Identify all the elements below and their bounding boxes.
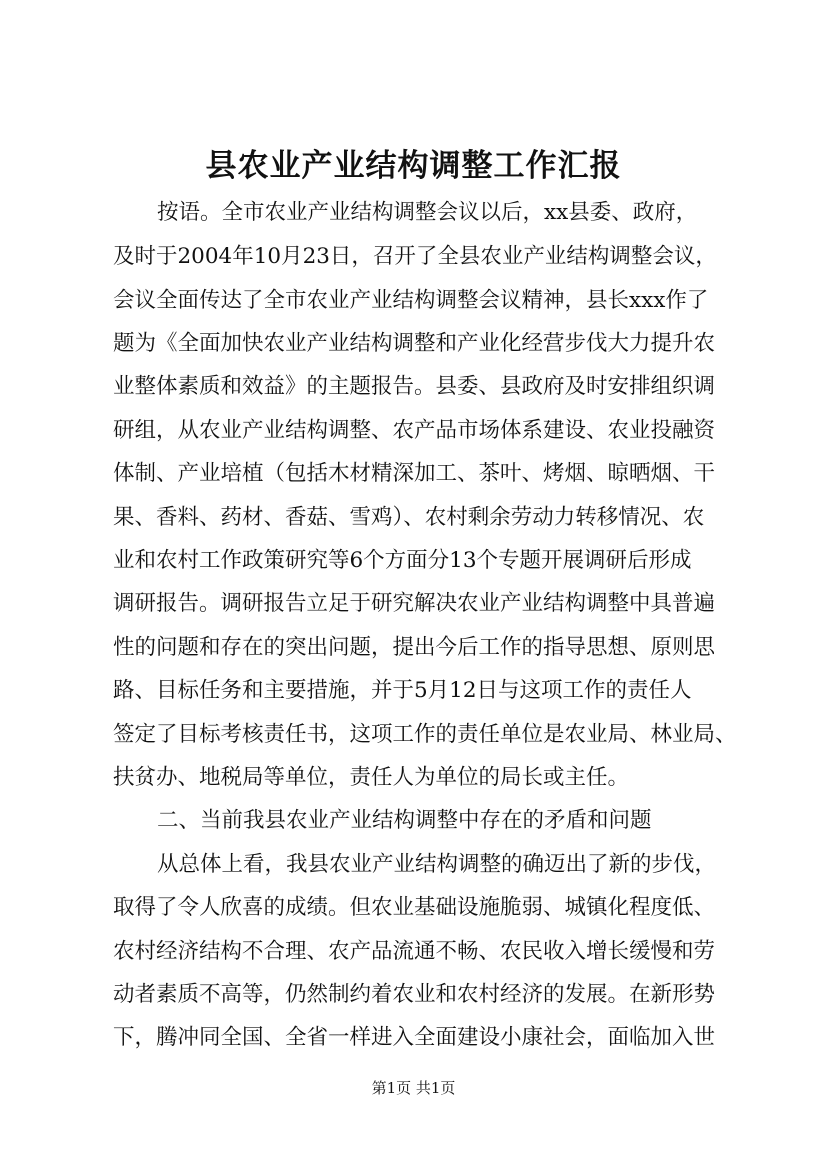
paragraph-line: 扶贫办、地税局等单位，责任人为单位的局长或主任。 — [113, 765, 630, 790]
paragraph-line: 取得了令人欣喜的成绩。但农业基础设施脆弱、城镇化程度低、 — [113, 895, 716, 920]
paragraph-line: 性的问题和存在的突出问题，提出今后工作的指导思想、原则思 — [113, 635, 716, 660]
page-footer: 第1页 共1页 — [371, 1079, 456, 1097]
paragraph-line: 题为《全面加快农业产业结构调整和产业化经营步伐大力提升农 — [113, 331, 716, 356]
paragraph-line: 体制、产业培植（包括木材精深加工、茶叶、烤烟、晾晒烟、干 — [113, 461, 716, 486]
paragraph-line: 及时于2004年10月23日，召开了全县农业产业结构调整会议， — [113, 244, 717, 269]
paragraph-line: 从总体上看，我县农业产业结构调整的确迈出了新的步伐， — [157, 852, 717, 877]
paragraph-line: 研组，从农业产业结构调整、农产品市场体系建设、农业投融资 — [113, 418, 716, 443]
paragraph-line: 按语。全市农业产业结构调整会议以后，xx县委、政府， — [157, 200, 698, 225]
section-heading: 二、当前我县农业产业结构调整中存在的矛盾和问题 — [157, 808, 652, 833]
paragraph-line: 农村经济结构不合理、农产品流通不畅、农民收入增长缓慢和劳 — [113, 939, 716, 964]
paragraph-line: 会议全面传达了全市农业产业结构调整会议精神，县长xxx作了 — [113, 288, 709, 313]
paragraph-line: 路、目标任务和主要措施，并于5月12日与这项工作的责任人 — [113, 678, 692, 703]
paragraph-line: 动者素质不高等，仍然制约着农业和农村经济的发展。在新形势 — [113, 982, 716, 1007]
paragraph-line: 下，腾冲同全国、全省一样进入全面建设小康社会，面临加入世 — [113, 1025, 716, 1050]
document-title: 县农业产业结构调整工作汇报 — [205, 148, 622, 184]
paragraph-line: 业整体素质和效益》的主题报告。县委、县政府及时安排组织调 — [113, 374, 716, 399]
paragraph-line: 签定了目标考核责任书，这项工作的责任单位是农业局、林业局、 — [113, 722, 737, 747]
paragraph-line: 调研报告。调研报告立足于研究解决农业产业结构调整中具普遍 — [113, 591, 716, 616]
paragraph-line: 果、香料、药材、香菇、雪鸡）、农村剩余劳动力转移情况、农 — [113, 505, 705, 530]
paragraph-line: 业和农村工作政策研究等6个方面分13个专题开展调研后形成 — [113, 548, 692, 573]
